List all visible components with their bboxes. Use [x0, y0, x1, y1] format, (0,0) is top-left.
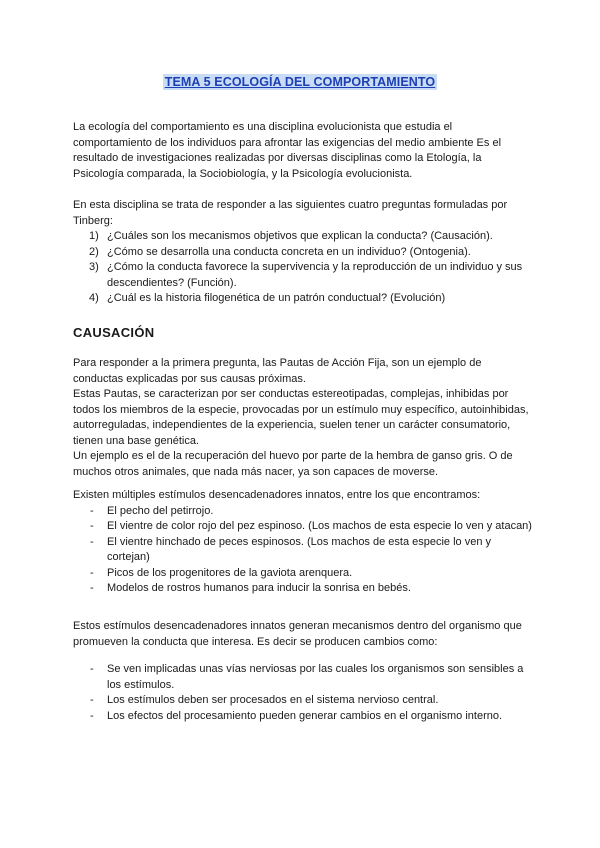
list-item	[73, 229, 533, 245]
list-item	[73, 504, 533, 520]
changes-list	[73, 662, 533, 724]
question-text: ¿Cuál es la historia filogenética de un patrón conductual? (Evolución)	[107, 292, 446, 304]
section-heading: CAUSACIÓN	[73, 325, 155, 340]
question-text: ¿Cómo se desarrolla una conducta concreta en un individuo? (Ontogenia).	[107, 245, 471, 258]
list-item	[73, 245, 533, 261]
question-text: ¿Cómo la conducta favorece la supervivencia y la reproducción de un individuo y sus descendientes? (Función).	[107, 261, 523, 289]
list-item	[73, 581, 533, 597]
change-text: Los estímulos deben ser procesados en el sistema nervioso central.	[107, 694, 439, 706]
mechanisms-intro: Estos estímulos desencadenadores innatos generan mecanismos dentro del organismo que promueven la conducta que interesa. Es decir se producen cambios como:	[73, 620, 522, 648]
bullet-dash: -	[90, 694, 94, 706]
stimulus-text: Modelos de rostros humanos para inducir la sonrisa en bebés.	[107, 582, 411, 594]
stimulus-text: El vientre de color rojo del pez espinoso. (Los machos de esta especie lo ven y atacan)	[107, 520, 532, 532]
mechanisms-block	[73, 619, 533, 650]
list-number: 4)	[89, 292, 99, 304]
bullet-dash: -	[90, 709, 94, 722]
change-text: Los efectos del procesamiento pueden generar cambios en el organismo interno.	[107, 709, 503, 722]
stimuli-list	[73, 504, 533, 597]
causacion-paragraph: Un ejemplo es el de la recuperación del huevo por parte de la hembra de ganso gris. O de muchos otros animales, que nada más nacer, ya son capaces de moverse.	[73, 450, 513, 478]
document-title: TEMA 5 ECOLOGÍA DEL COMPORTAMIENTO	[164, 75, 436, 89]
causacion-block	[73, 356, 533, 480]
stimuli-intro: Existen múltiples estímulos desencadenadores innatos, entre los que encontramos:	[73, 489, 481, 501]
stimulus-text: El pecho del petirrojo.	[107, 504, 214, 517]
list-number: 3)	[89, 261, 99, 273]
stimulus-text: Picos de los progenitores de la gaviota arenquera.	[107, 566, 353, 579]
bullet-dash: -	[90, 504, 94, 517]
causacion-paragraph: Estas Pautas, se caracterizan por ser conductas estereotipadas, complejas, inhibidas por todos los miembros de la especie, provocadas por un estímulo muy específico, autoinhibidas, autorreguladas, independientes de la experiencia, suelen tener un carácter consumatorio, tienen una base genética.	[73, 388, 529, 447]
change-text: Se ven implicadas unas vías nerviosas por las cuales los organismos son sensibles a los estímulos.	[107, 663, 524, 691]
list-item	[73, 291, 533, 307]
list-item	[73, 709, 533, 725]
bullet-dash: -	[90, 566, 94, 579]
list-item	[73, 260, 533, 291]
questions-intro: En esta disciplina se trata de responder a las siguientes cuatro preguntas formuladas por Tinberg:	[73, 199, 508, 227]
intro-paragraph: La ecología del comportamiento es una disciplina evolucionista que estudia el comportamiento de los individuos para afrontar las exigencias del medio ambiente Es el resultado de investigaciones realizadas por diversas disciplinas como la Etología, la Psicología comparada, la Sociobiología, y la Psicología evolucionista.	[73, 121, 502, 180]
stimulus-text: El vientre hinchado de peces espinosos. (Los machos de esta especie lo ven y cortejan)	[107, 535, 492, 563]
list-item	[73, 566, 533, 582]
bullet-dash: -	[90, 663, 94, 675]
questions-block	[73, 198, 533, 307]
stimuli-block	[73, 488, 533, 597]
list-number: 2)	[89, 245, 99, 258]
questions-list	[73, 229, 533, 307]
question-text: ¿Cuáles son los mecanismos objetivos que explican la conducta? (Causación).	[107, 230, 493, 242]
title-container	[0, 73, 600, 91]
bullet-dash: -	[90, 582, 94, 594]
bullet-dash: -	[90, 535, 94, 548]
list-item	[73, 662, 533, 693]
list-item	[73, 693, 533, 709]
bullet-dash: -	[90, 520, 94, 532]
intro-paragraph-block	[73, 120, 533, 182]
list-item	[73, 535, 533, 566]
causacion-paragraph: Para responder a la primera pregunta, las Pautas de Acción Fija, son un ejemplo de conductas explicadas por sus causas próximas.	[73, 357, 482, 385]
list-number: 1)	[89, 230, 99, 242]
changes-block	[73, 662, 533, 724]
list-item	[73, 519, 533, 535]
